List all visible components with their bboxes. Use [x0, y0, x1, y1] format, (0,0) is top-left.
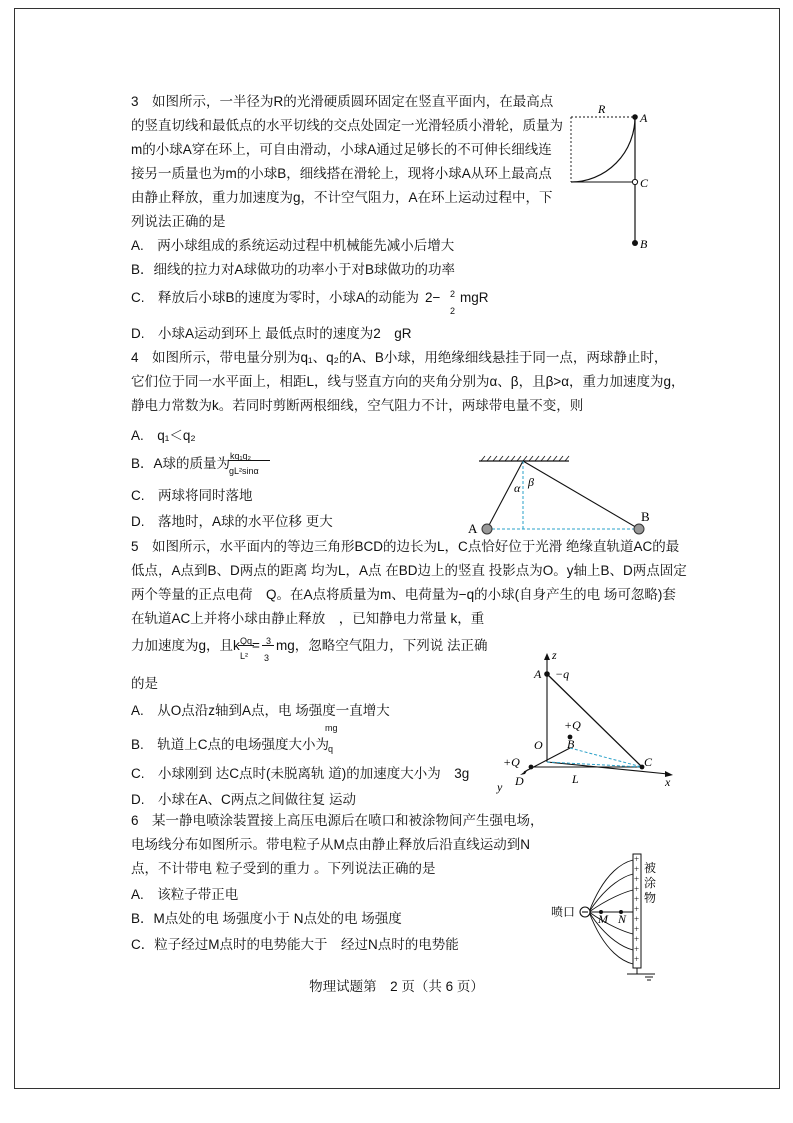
q3-line-1: 3 如图所示，一半径为R的光滑硬质圆环固定在竖直平面内，在最高点 — [131, 94, 554, 109]
q5-label-x: x — [665, 775, 671, 789]
q4-option-d: D. 落地时，A球的水平位移 更大 — [131, 514, 333, 529]
q4-option-b: B．A球的质量为 — [131, 456, 231, 471]
q3-option-c-frac-den: 2 — [450, 306, 456, 316]
q3-label-a: A — [640, 111, 648, 125]
q3-option-c: C. 释放后小球B的速度为零时，小球A的动能为 — [131, 290, 420, 305]
q4-option-b-den: gL²sinα — [229, 466, 259, 476]
q5-label-d: D — [515, 774, 524, 788]
q5-line-6: 的是 — [131, 676, 158, 691]
q6-label-nozzle: 喷口 — [551, 905, 576, 919]
q6-field-lines — [589, 860, 633, 964]
q5-line-3: 两个等量的正点电荷 Q。在A点将质量为m、电荷量为−q的小球(自身产生的电 场可忽略)套 — [131, 587, 676, 602]
q5-side-bc — [570, 748, 642, 767]
q5-label-z: z — [552, 650, 557, 662]
q5-line-1: 5 如图所示，水平面内的等边三角形BCD的边长为L，C点恰好位于光滑 绝缘直轨道AC的最 — [131, 539, 680, 554]
q6-line-3: 点，不计带电 粒子受到的重力 。下列说法正确的是 — [131, 861, 436, 876]
q3-ball-b — [632, 240, 638, 246]
q6-line-2: 电场线分布如图所示。带电粒子从M点由静止释放后沿直线运动到N — [131, 837, 530, 852]
q5-label-o: O — [534, 738, 543, 752]
q4-thread-a — [487, 461, 523, 529]
q4-ball-a — [482, 524, 492, 534]
q3-label-b: B — [640, 237, 648, 251]
q4-line-2: 它们位于同一水平面上，相距L，线与竖直方向的夹角分别为α、β，且β>α，重力加速度为g， — [131, 374, 685, 389]
page-footer: 物理试题第 2 页（共 6 页） — [309, 979, 484, 994]
q5-label-minus-q: −q — [555, 667, 570, 681]
svg-text:+: + — [634, 954, 640, 964]
q4-line-3: 静电力常数为k。若同时剪断两根细线，空气阻力不计，两球带电量不变，则 — [131, 398, 584, 413]
q4-figure — [465, 450, 665, 540]
q3-label-c: C — [640, 176, 649, 190]
q5-option-b-num: mg — [325, 723, 338, 733]
q6-label-n: N — [618, 912, 627, 926]
q5-line-4: 在轨道AC上并将小球由静止释放 ，已知静电力常量 k，重 — [131, 611, 485, 626]
svg-text:+: + — [634, 934, 640, 944]
q3-label-r: R — [598, 102, 606, 116]
q4-ceiling-hatch — [481, 456, 569, 461]
svg-text:+: + — [634, 874, 640, 884]
q3-option-a: A. 两小球组成的系统运动过程中机械能先减小后增大 — [131, 238, 455, 253]
q5-cond-den2: 3 — [264, 653, 270, 663]
q3-line-4: 接另一质量也为m的小球B，细线搭在滑轮上，现将小球A从环上最高点 — [131, 166, 552, 181]
q4-label-beta: β — [528, 475, 534, 489]
q6-line-1: 6 某一静电喷涂装置接上高压电源后在喷口和被涂物间产生强电场， — [131, 813, 544, 828]
q5-label-a: A — [534, 667, 542, 681]
q5-cond-tail: mg，忽略空气阻力，下列说 法正确 — [276, 638, 488, 653]
svg-text:+: + — [634, 884, 640, 894]
q6-option-c: C．粒子经过M点时的电势能大于 经过N点时的电势能 — [131, 937, 459, 952]
q4-option-b-num: kq₁q₂ — [230, 451, 252, 461]
q6-option-a: A. 该粒子带正电 — [131, 887, 239, 902]
svg-text:+: + — [634, 894, 640, 904]
q6-label-object-2: 涂 — [644, 876, 657, 890]
q5-point-a — [544, 671, 550, 677]
q4-label-alpha: α — [514, 481, 521, 495]
q3-ring-arc — [571, 117, 635, 182]
q5-cond-num: Qq — [240, 636, 253, 646]
q4-option-a: A. q₁＜q₂ — [131, 428, 196, 443]
q5-line-5: 力加速度为g，且k — [131, 638, 240, 653]
q4-label-a: A — [468, 521, 478, 536]
q3-option-b: B．细线的拉力对A球做功的功率小于对B球做功的功率 — [131, 262, 456, 277]
q3-option-c-expr: 2− — [425, 290, 441, 305]
q5-option-b-den: q — [328, 744, 334, 754]
q5-option-a: A. 从O点沿z轴到A点，电 场强度一直增大 — [131, 703, 390, 718]
q5-option-d: D. 小球在A、C两点之间做往复 运动 — [131, 792, 357, 807]
q3-pulley-c — [632, 179, 637, 184]
q6-plus-signs — [634, 854, 639, 964]
svg-text:+: + — [634, 854, 640, 864]
q3-option-d: D. 小球A运动到环上 最低点时的速度为2 gR — [131, 326, 412, 341]
q3-line-3: m的小球A穿在环上，可自由滑动，小球A通过足够长的不可伸长细线连 — [131, 142, 552, 157]
q6-label-object-1: 被 — [644, 861, 657, 875]
q3-line-5: 由静止释放，重力加速度为g，不计空气阻力，A在环上运动过程中，下 — [131, 190, 553, 205]
q3-option-c-tail: mgR — [460, 290, 489, 305]
q5-cond-fraction-bar-2 — [262, 645, 274, 646]
q4-line-1: 4 如图所示，带电量分别为q₁、q₂的A、B小球，用绝缘细线悬挂于同一点，两球静止时， — [131, 350, 668, 365]
svg-text:+: + — [634, 914, 640, 924]
q3-option-c-frac-num: 2 — [450, 289, 456, 299]
q3-ball-a — [632, 114, 638, 120]
svg-text:+: + — [634, 924, 640, 934]
q5-label-b: B — [567, 737, 575, 751]
q4-option-c: C. 两球将同时落地 — [131, 488, 253, 503]
q4-ball-b — [634, 524, 644, 534]
svg-text:+: + — [634, 944, 640, 954]
q6-figure — [545, 850, 665, 982]
svg-text:+: + — [634, 904, 640, 914]
q5-label-plus-q-d: +Q — [503, 755, 520, 769]
q5-label-l: L — [572, 772, 579, 786]
q5-cond-eq: = — [252, 638, 260, 653]
q5-option-b: B. 轨道上C点的电场强度大小为 — [131, 737, 330, 752]
q3-line-2: 的竖直切线和最低点的水平切线的交点处固定一光滑轻质小滑轮，质量为 — [131, 118, 563, 133]
q5-option-c: C. 小球刚到 达C点时(未脱离轨 道)的加速度大小为 3g — [131, 766, 470, 781]
q4-option-b-fraction-bar — [228, 460, 270, 461]
q5-line-2: 低点，A点到B、D两点的距离 均为L，A点 在BD边上的竖直 投影点为O。y轴上B、D两点固定 — [131, 563, 687, 578]
q5-label-c: C — [644, 755, 653, 769]
q3-figure — [565, 100, 665, 255]
q5-cond-num2: 3 — [266, 636, 272, 646]
q5-z-arrow — [544, 653, 550, 660]
q4-thread-b — [523, 461, 639, 529]
q5-cond-den: L² — [240, 651, 249, 661]
q6-label-object-3: 物 — [644, 891, 657, 905]
q5-charge-q-d — [529, 765, 534, 770]
q5-label-y: y — [497, 780, 503, 794]
q6-label-m: M — [598, 912, 608, 926]
q3-line-6: 列说法正确的是 — [131, 214, 226, 229]
q6-option-b: B．M点处的电 场强度小于 N点处的电 场强度 — [131, 911, 402, 926]
q4-label-b: B — [641, 509, 650, 524]
q5-figure — [490, 650, 680, 795]
svg-text:+: + — [634, 864, 640, 874]
q5-label-plus-q-b: +Q — [564, 718, 581, 732]
